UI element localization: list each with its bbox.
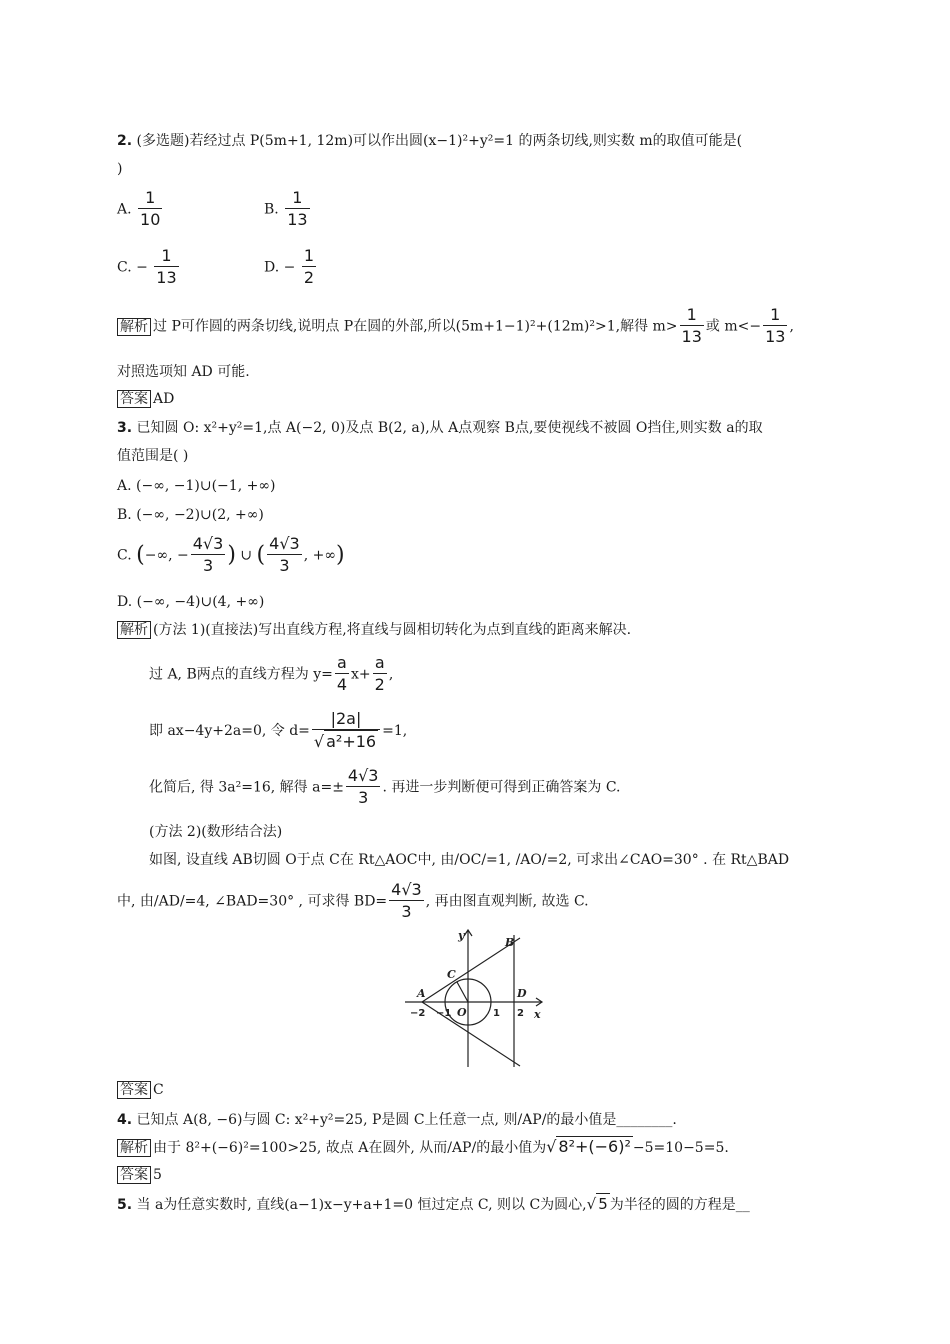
tick-minus1: −1 <box>436 1008 452 1019</box>
q3-frac-a4: $\frac{a}{4}$ <box>336 653 348 694</box>
q3-analysis <box>117 620 631 640</box>
q3-method2-intro: (方法 2)(数形结合法) <box>149 824 283 840</box>
text: , <box>388 666 394 683</box>
q2-analysis-frac2: $\frac{1}{13}$ <box>765 305 786 346</box>
q2-stem <box>117 131 742 151</box>
q2-option-d-frac: $\frac{1}{2}$ <box>303 246 314 287</box>
x-label: x <box>534 1008 541 1021</box>
q3-option-c-frac1: $\frac{4√3}{3}$ <box>192 534 224 575</box>
q2-analysis-frac1: $\frac{1}{13}$ <box>681 305 702 346</box>
q5-stem: 5. 当 a为任意实数时, 直线(a−1)x−y+a+1=0 恒过定点 C, 则以 C为圆心,√ 5 为半径的圆的方程是__ <box>117 1195 750 1213</box>
q3-method2-line2 <box>117 880 589 923</box>
point-c-label: C <box>447 968 456 981</box>
answer-tag: 答案 <box>117 1166 151 1184</box>
q5-stem-text: 当 a为任意实数时, 直线(a−1)x−y+a+1=0 恒过定点 C, 则以 C为圆心, <box>136 1197 587 1213</box>
option-label: C. − <box>117 259 148 276</box>
q3-method2-line1: 如图, 设直线 AB切圆 O于点 C在 Rt△AOC中, 由/OC/=1, /AO/=2, 可求出∠CAO=30° . 在 Rt△BAD <box>149 852 790 868</box>
text: x+ <box>351 666 371 683</box>
q3-method1-line2 <box>149 709 407 753</box>
q2-stem-end: ) <box>117 161 123 177</box>
text: −5=10−5=5. <box>632 1140 729 1156</box>
q2-stem-text: (多选题)若经过点 P(5m+1, 12m)可以作出圆(x−1)²+y²=1 的两条切线,则实数 m的取值可能是( <box>136 133 743 149</box>
tick-2: 2 <box>517 1008 524 1019</box>
q2-analysis-or: 或 m<− <box>705 318 762 335</box>
q3-method1-line1 <box>149 653 393 696</box>
analysis-tag: 解析 <box>117 318 151 336</box>
tick-1: 1 <box>493 1008 500 1019</box>
q2-option-b-frac: $\frac{1}{13}$ <box>287 188 308 229</box>
q2-option-a-frac: $\frac{1}{10}$ <box>140 188 161 229</box>
point-b-label: B <box>505 936 515 949</box>
q3-frac-distance: $\frac{|2a|}{\text{√ a²+16}}$ <box>312 709 380 753</box>
q3-method1-intro: (方法 1)(直接法)写出直线方程,将直线与圆相切转化为点到直线的距离来解决. <box>153 622 632 638</box>
q3-stem-text: 已知圆 O: x²+y²=1,点 A(−2, 0)及点 B(2, a),从 A点观察 B点,要使视线不被圆 O挡住,则实数 a的取 <box>136 420 763 436</box>
q5-sqrt: 5 <box>598 1195 608 1213</box>
text: 即 ax−4y+2a=0, 令 d= <box>149 723 310 739</box>
radius-oc <box>457 982 468 1002</box>
answer-tag: 答案 <box>117 1081 151 1099</box>
q4-sqrt: 8²+(−6)² <box>558 1137 631 1156</box>
text: 化简后, 得 3a²=16, 解得 a=± <box>149 779 344 796</box>
q4-answer-value: 5 <box>153 1167 162 1183</box>
text: . 再进一步判断便可得到正确答案为 C. <box>382 779 621 796</box>
q4-stem <box>117 1110 677 1130</box>
y-label: y <box>458 929 465 942</box>
q3-method1-line3 <box>149 766 621 809</box>
option-label: A. <box>117 201 132 218</box>
text: 过 A, B两点的直线方程为 y= <box>149 666 333 683</box>
text: =1, <box>382 723 408 739</box>
q3-answer <box>117 1080 164 1100</box>
q4-stem-text: 已知点 A(8, −6)与圆 C: x²+y²=25, P是圆 C上任意一点, 则/AP/的最小值是________. <box>136 1112 677 1128</box>
q2-option-c <box>117 246 181 289</box>
q3-option-c: C. (−∞, − $\frac{4√3}{3}$ ) ∪ ( $\frac{4√3}{3}$ , +∞) <box>117 534 345 575</box>
analysis-tag: 解析 <box>117 1139 151 1157</box>
q3-stem <box>117 418 763 438</box>
q5-number: 5. <box>117 1197 133 1213</box>
tick-minus2: −2 <box>410 1008 426 1019</box>
q3-stem-line2: 值范围是( ) <box>117 448 189 464</box>
q3-frac-result: $\frac{4√3}{3}$ <box>347 766 379 807</box>
q2-option-d <box>264 246 318 289</box>
q3-option-c-left: −∞, − <box>144 547 189 564</box>
option-label: B. <box>264 201 279 218</box>
q3-option-c-frac2: $\frac{4√3}{3}$ <box>269 534 300 575</box>
q3-number: 3. <box>117 420 133 436</box>
q2-answer-value: AD <box>153 391 175 407</box>
analysis-tag: 解析 <box>117 621 151 639</box>
q4-number: 4. <box>117 1112 133 1128</box>
q2-option-a <box>117 188 164 231</box>
q2-number: 2. <box>117 133 133 149</box>
q4-analysis: 解析 由于 8²+(−6)²=100>25, 故点 A在圆外, 从而/AP/的最小值为√ 8²+(−6)² −5=10−5=5. <box>117 1136 729 1158</box>
q2-analysis: 解析 过 P可作圆的两条切线,说明点 P在圆的外部,所以(5m+1−1)²+(12m)²>1,解得 m> $\frac{1}{13}$ 或 m<− $\frac{1}{13}$ , <box>117 305 794 348</box>
text: 中, 由/AD/=4, ∠BAD=30° , 可求得 BD= <box>117 893 388 910</box>
q3-answer-value: C <box>153 1082 164 1098</box>
option-label: C. <box>117 547 132 564</box>
option-label: D. − <box>264 259 296 276</box>
q3-option-c-right: , +∞ <box>303 547 336 564</box>
q2-option-b <box>264 188 312 231</box>
q2-analysis-line2: 对照选项知 AD 可能. <box>117 364 250 380</box>
q3-frac-a2: $\frac{a}{2}$ <box>374 653 385 694</box>
geometry-figure <box>400 925 555 1070</box>
text: , 再由图直观判断, 故选 C. <box>425 893 589 910</box>
q3-option-b: B. (−∞, −2)∪(2, +∞) <box>117 507 264 523</box>
answer-tag: 答案 <box>117 390 151 408</box>
text: 为半径的圆的方程是__ <box>609 1197 750 1213</box>
q2-option-c-frac: $\frac{1}{13}$ <box>156 246 177 287</box>
text: 由于 8²+(−6)²=100>25, 故点 A在圆外, 从而/AP/的最小值为 <box>153 1140 547 1156</box>
q3-option-a: A. (−∞, −1)∪(−1, +∞) <box>117 478 276 494</box>
q2-answer <box>117 389 174 409</box>
q3-frac-bd: $\frac{4√3}{3}$ <box>391 880 422 921</box>
point-a-label: A <box>417 987 426 1000</box>
q3-option-d: D. (−∞, −4)∪(4, +∞) <box>117 594 265 610</box>
q2-analysis-text: 过 P可作圆的两条切线,说明点 P在圆的外部,所以(5m+1−1)²+(12m)²>1,解得 m> <box>153 318 678 335</box>
point-d-label: D <box>517 987 527 1000</box>
q4-answer <box>117 1165 162 1185</box>
point-o-label: O <box>457 1006 467 1019</box>
